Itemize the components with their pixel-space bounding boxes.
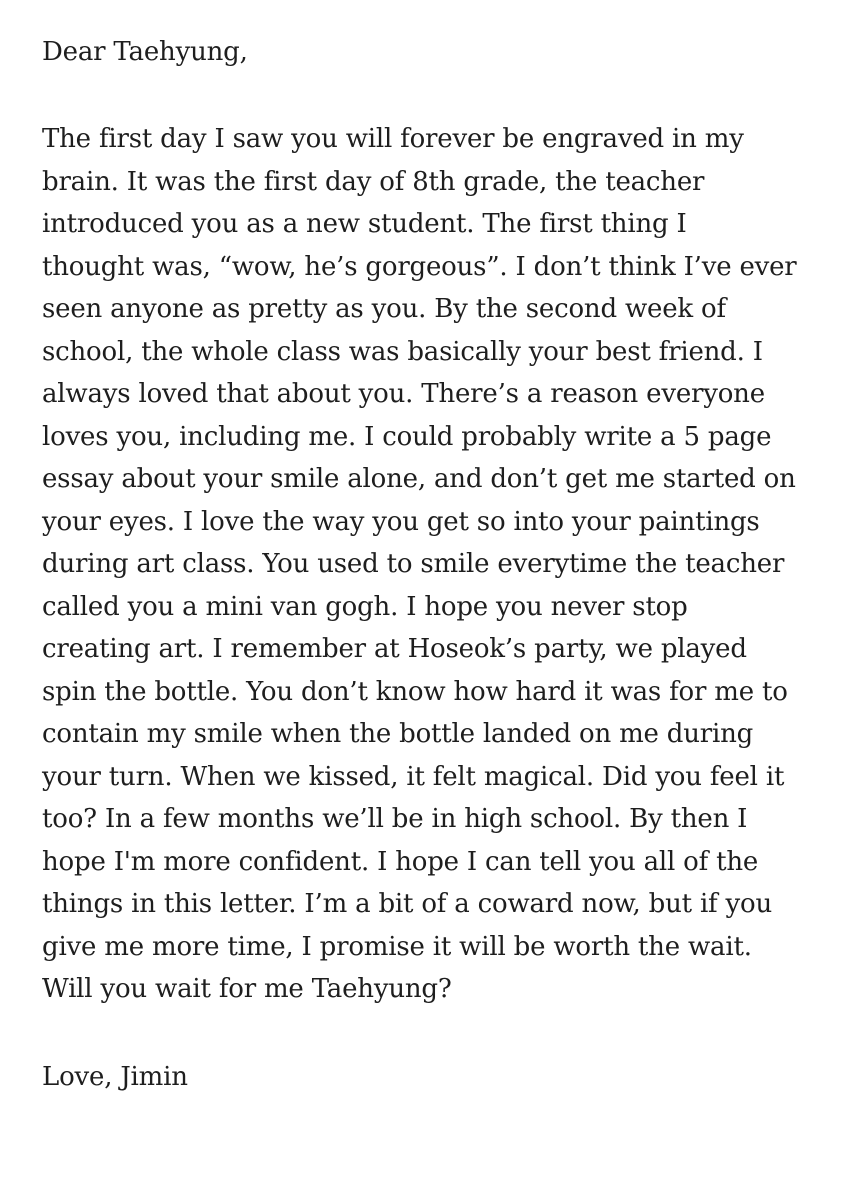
letter-body <box>42 118 842 1011</box>
letter-line: things in this letter. I’m a bit of a coward now, but if you <box>42 889 773 919</box>
letter-signoff: Love, Jimin <box>42 1061 188 1092</box>
letter <box>42 30 842 1099</box>
letter-line: introduced you as a new student. The first thing I <box>42 209 687 239</box>
letter-line: Will you wait for me Taehyung? <box>42 974 452 1004</box>
letter-line: essay about your smile alone, and don’t get me started on <box>42 464 796 494</box>
letter-line: during art class. You used to smile everytime the teacher <box>42 549 785 579</box>
letter-line: hope I'm more confident. I hope I can tell you all of the <box>42 846 759 877</box>
letter-line: always loved that about you. There’s a reason everyone <box>42 379 765 409</box>
letter-line: give me more time, I promise it will be worth the wait. <box>42 931 752 962</box>
letter-line: brain. It was the first day of 8th grade, the teacher <box>42 166 705 197</box>
letter-line: your eyes. I love the way you get so into your paintings <box>42 506 760 537</box>
letter-greeting: Dear Taehyung, <box>42 37 248 67</box>
letter-line: your turn. When we kissed, it felt magical. Did you feel it <box>42 761 785 792</box>
letter-line: too? In a few months we’ll be in high school. By then I <box>42 804 748 834</box>
letter-line: seen anyone as pretty as you. By the second week of <box>42 294 726 324</box>
letter-line: thought was, “wow, he’s gorgeous”. I don’t think I’ve ever <box>42 251 797 282</box>
letter-line: loves you, including me. I could probably write a 5 page <box>42 421 772 452</box>
letter-line: school, the whole class was basically your best friend. I <box>42 336 763 367</box>
letter-line: spin the bottle. You don’t know how hard it was for me to <box>42 676 788 707</box>
letter-line: creating art. I remember at Hoseok’s party, we played <box>42 634 747 664</box>
letter-line: called you a mini van gogh. I hope you never stop <box>42 591 688 622</box>
letter-line: contain my smile when the bottle landed on me during <box>42 719 754 749</box>
letter-line: The first day I saw you will forever be engraved in my <box>42 124 744 154</box>
